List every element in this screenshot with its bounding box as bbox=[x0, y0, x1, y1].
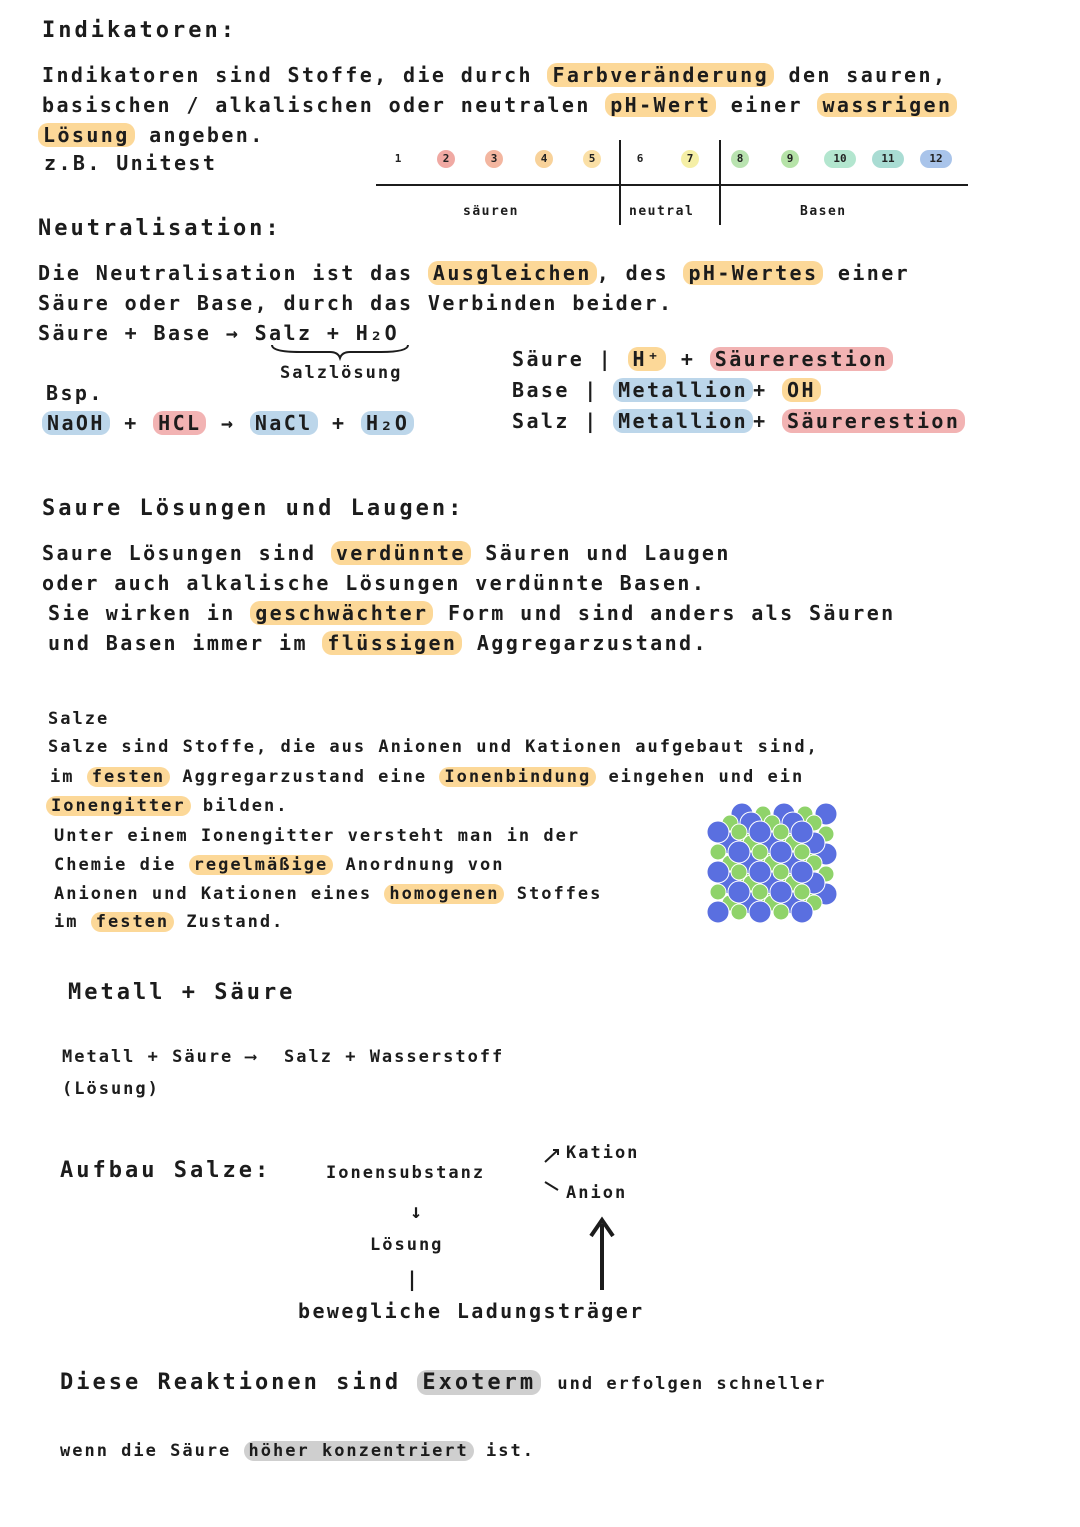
ph-value-9: 9 bbox=[781, 150, 799, 168]
cation-sphere bbox=[755, 806, 771, 822]
highlight-hcl: HCL bbox=[153, 411, 206, 435]
anion-sphere bbox=[719, 872, 741, 894]
text: Base | bbox=[512, 378, 599, 402]
cation-sphere bbox=[710, 844, 726, 860]
def-acid bbox=[512, 346, 893, 372]
cation-sphere bbox=[773, 904, 789, 920]
anion-sphere bbox=[731, 883, 753, 905]
cation-sphere bbox=[731, 904, 747, 920]
def-base bbox=[512, 377, 821, 403]
anion-sphere bbox=[731, 843, 753, 865]
anion-sphere bbox=[815, 883, 837, 905]
text: den sauren, bbox=[788, 63, 948, 87]
cation-sphere bbox=[710, 884, 726, 900]
cation-sphere bbox=[752, 844, 768, 860]
text: Salz | bbox=[512, 409, 599, 433]
text: Salz + Wasserstoff bbox=[284, 1047, 505, 1067]
anion-sphere bbox=[770, 881, 792, 903]
text: Saure Lösungen sind bbox=[42, 541, 317, 565]
anion-sphere bbox=[740, 892, 762, 914]
neutralisation-line-1 bbox=[38, 260, 910, 286]
text: ist. bbox=[486, 1441, 535, 1461]
ionensubstanz: Ionensubstanz bbox=[326, 1163, 486, 1183]
anion-sphere bbox=[740, 812, 762, 834]
highlight-verduennte: verdünnte bbox=[331, 541, 471, 565]
salze-line-5 bbox=[54, 852, 505, 878]
anion-sphere bbox=[791, 901, 813, 923]
anion-sphere bbox=[761, 872, 783, 894]
cation-sphere bbox=[722, 895, 738, 911]
kation: Kation bbox=[566, 1143, 640, 1163]
text: wenn die Säure bbox=[60, 1441, 232, 1461]
anion-sphere bbox=[749, 821, 771, 843]
loesung: Lösung bbox=[370, 1235, 444, 1255]
highlight-homogenen: homogenen bbox=[384, 884, 504, 904]
cation-sphere bbox=[764, 815, 780, 831]
highlight-ph-wert: pH-Wert bbox=[605, 93, 716, 117]
ph-value-7: 7 bbox=[681, 150, 699, 168]
ph-value-3: 3 bbox=[485, 150, 503, 168]
ph-value-10: 10 bbox=[824, 150, 856, 168]
plus: + bbox=[753, 409, 768, 433]
cation-sphere bbox=[806, 855, 822, 871]
cation-sphere bbox=[773, 824, 789, 840]
text: einer bbox=[730, 93, 803, 117]
cation-sphere bbox=[785, 835, 801, 851]
highlight-fluessigen: flüssigen bbox=[322, 631, 462, 655]
heading-indikatoren: Indikatoren: bbox=[42, 18, 237, 43]
highlight-hoeher-konzentriert: höher konzentriert bbox=[244, 1441, 474, 1461]
text: Säure | bbox=[512, 347, 614, 371]
highlight-saeurerestion: Säurerestion bbox=[710, 347, 893, 371]
cation-sphere bbox=[818, 826, 834, 842]
anion-sphere bbox=[707, 821, 729, 843]
highlight-ionengitter: Ionengitter bbox=[46, 796, 191, 816]
cation-sphere bbox=[797, 806, 813, 822]
anion-sphere bbox=[761, 832, 783, 854]
indikatoren-line-2 bbox=[42, 92, 957, 118]
down-arrow: ↓ bbox=[410, 1199, 425, 1223]
saure-line-1 bbox=[42, 540, 731, 566]
heading-saure-loesungen: Saure Lösungen und Laugen: bbox=[42, 496, 465, 521]
example-label: Bsp. bbox=[46, 381, 104, 405]
salze-line-1: Salze sind Stoffe, die aus Anionen und Kationen aufgebaut sind, bbox=[48, 737, 819, 757]
highlight-metallion: Metallion bbox=[613, 378, 753, 402]
anion-sphere bbox=[782, 892, 804, 914]
highlight-exoterm: Exoterm bbox=[417, 1370, 541, 1395]
ph-label-base: Basen bbox=[800, 204, 847, 219]
text: einer bbox=[837, 261, 911, 285]
anion-sphere bbox=[773, 883, 795, 905]
cation-sphere bbox=[776, 866, 792, 882]
text: eingehen und ein bbox=[608, 767, 805, 787]
anion-sphere bbox=[773, 843, 795, 865]
text: Sie wirken in bbox=[48, 601, 236, 625]
aufbau-label: Aufbau Salze: bbox=[60, 1158, 272, 1183]
highlight-wassrigen: wassrigen bbox=[817, 93, 957, 117]
conclusion-line-1 bbox=[60, 1370, 827, 1397]
cation-sphere bbox=[818, 866, 834, 882]
cation-sphere bbox=[773, 864, 789, 880]
text: Indikatoren sind Stoffe, die durch bbox=[42, 63, 533, 87]
salze-line-3 bbox=[46, 793, 289, 819]
ph-label-neutral: neutral bbox=[629, 204, 695, 219]
text: Form und sind anders als Säuren bbox=[447, 601, 896, 625]
cation-sphere bbox=[806, 815, 822, 831]
cation-sphere bbox=[797, 886, 813, 902]
highlight-h2o: H₂O bbox=[361, 411, 414, 435]
text: Anionen und Kationen eines bbox=[54, 884, 373, 904]
highlight-metallion: Metallion bbox=[613, 409, 753, 433]
heading-metall-saeure: Metall + Säure bbox=[68, 980, 296, 1005]
cation-sphere bbox=[806, 895, 822, 911]
anion-sphere bbox=[728, 841, 750, 863]
anion-sphere bbox=[782, 852, 804, 874]
plus: + bbox=[124, 411, 139, 435]
arrow: ⟶ bbox=[245, 1047, 258, 1067]
ph-value-4: 4 bbox=[535, 150, 553, 168]
brace-label-salzloesung: Salzlösung bbox=[280, 363, 403, 383]
neutralisation-line-2: Säure oder Base, durch das Verbinden beider. bbox=[38, 291, 674, 315]
heading-salze: Salze bbox=[48, 709, 110, 729]
text: basischen / alkalischen oder neutralen bbox=[42, 93, 591, 117]
highlight-ausgleichen: Ausgleichen bbox=[428, 261, 597, 285]
cation-sphere bbox=[722, 815, 738, 831]
ph-value-11: 11 bbox=[872, 150, 904, 168]
bar: | bbox=[406, 1267, 421, 1291]
anion-sphere bbox=[740, 852, 762, 874]
highlight-h-plus: H⁺ bbox=[628, 347, 667, 371]
cation-sphere bbox=[794, 844, 810, 860]
plus: + bbox=[332, 411, 347, 435]
text: und erfolgen schneller bbox=[557, 1374, 827, 1394]
ph-value-2: 2 bbox=[437, 150, 455, 168]
cation-sphere bbox=[764, 895, 780, 911]
plus: + bbox=[680, 347, 696, 371]
anion-sphere bbox=[773, 803, 795, 825]
indikatoren-line-3 bbox=[38, 122, 265, 148]
highlight-festen: festen bbox=[87, 767, 170, 787]
cation-sphere bbox=[731, 864, 747, 880]
text: , des bbox=[596, 261, 669, 285]
text: bilden. bbox=[202, 796, 289, 816]
cation-sphere bbox=[797, 846, 813, 862]
anion-sphere bbox=[752, 863, 774, 885]
anion-sphere bbox=[815, 803, 837, 825]
anion-sphere bbox=[770, 841, 792, 863]
ladungstraeger: bewegliche Ladungsträger bbox=[298, 1299, 645, 1323]
cation-sphere bbox=[731, 824, 747, 840]
cation-sphere bbox=[776, 826, 792, 842]
highlight-geschwaechter: geschwächter bbox=[250, 601, 433, 625]
anion-sphere bbox=[707, 861, 729, 883]
text: Säuren und Laugen bbox=[485, 541, 731, 565]
saure-line-3 bbox=[48, 600, 896, 626]
plus: + bbox=[753, 378, 768, 402]
salze-line-7 bbox=[54, 909, 284, 935]
anion-sphere bbox=[791, 821, 813, 843]
text: Diese Reaktionen sind bbox=[60, 1370, 402, 1395]
salze-line-4: Unter einem Ionengitter versteht man in der bbox=[54, 826, 581, 846]
heading-neutralisation: Neutralisation: bbox=[38, 216, 282, 241]
cation-sphere bbox=[785, 875, 801, 891]
cation-sphere bbox=[794, 884, 810, 900]
highlight-oh: OH bbox=[782, 378, 821, 402]
text: Chemie die bbox=[54, 855, 177, 875]
text: Anordnung von bbox=[345, 855, 505, 875]
text: und Basen immer im bbox=[48, 631, 308, 655]
indikatoren-line-1 bbox=[42, 62, 947, 88]
anion-sphere bbox=[731, 803, 753, 825]
reaction-metall-saeure bbox=[62, 1044, 504, 1070]
neutralisation-equation: Säure + Base → Salz + H₂O bbox=[38, 321, 400, 345]
highlight-festen: festen bbox=[91, 912, 174, 932]
cation-sphere bbox=[755, 886, 771, 902]
cation-sphere bbox=[743, 875, 759, 891]
anion-sphere bbox=[749, 861, 771, 883]
ph-value-5: 5 bbox=[583, 150, 601, 168]
anion-sphere bbox=[791, 861, 813, 883]
anion-sphere bbox=[719, 832, 741, 854]
highlight-loesung: Lösung bbox=[38, 123, 135, 147]
anion-sphere bbox=[803, 832, 825, 854]
highlight-farbveraenderung: Farbveränderung bbox=[547, 63, 774, 87]
ph-value-12: 12 bbox=[920, 150, 952, 168]
highlight-ph-wertes: pH-Wertes bbox=[683, 261, 823, 285]
highlight-saeurerestion: Säurerestion bbox=[782, 409, 965, 433]
text: Stoffes bbox=[516, 884, 603, 904]
highlight-naoh: NaOH bbox=[42, 411, 110, 435]
text: im bbox=[50, 767, 75, 787]
indikatoren-example: z.B. Unitest bbox=[44, 151, 218, 175]
anion-sphere bbox=[707, 901, 729, 923]
anion-sphere bbox=[803, 872, 825, 894]
cation-sphere bbox=[752, 884, 768, 900]
text: Aggregarzustand. bbox=[476, 631, 708, 655]
highlight-nacl: NaCl bbox=[250, 411, 318, 435]
saure-line-2: oder auch alkalische Lösungen verdünnte Basen. bbox=[42, 571, 707, 595]
text: im bbox=[54, 912, 79, 932]
anion-sphere bbox=[794, 863, 816, 885]
arrow-anion bbox=[545, 1182, 558, 1190]
cation-sphere bbox=[755, 846, 771, 862]
def-salt bbox=[512, 408, 965, 434]
reaction-note: (Lösung) bbox=[62, 1079, 160, 1099]
ph-value-8: 8 bbox=[731, 150, 749, 168]
anion-sphere bbox=[749, 901, 771, 923]
cation-sphere bbox=[743, 835, 759, 851]
salze-line-6 bbox=[54, 881, 602, 907]
anion-sphere bbox=[782, 812, 804, 834]
highlight-regelmaessige: regelmäßige bbox=[189, 855, 334, 875]
anion-sphere bbox=[794, 823, 816, 845]
highlight-ionenbindung: Ionenbindung bbox=[439, 767, 596, 787]
anion: Anion bbox=[566, 1183, 628, 1203]
ph-value-1: 1 bbox=[389, 150, 407, 168]
ph-label-acid: säuren bbox=[463, 204, 519, 219]
conclusion-line-2 bbox=[60, 1438, 535, 1464]
anion-sphere bbox=[752, 823, 774, 845]
text: Zustand. bbox=[186, 912, 285, 932]
cation-sphere bbox=[764, 855, 780, 871]
anion-sphere bbox=[815, 843, 837, 865]
saure-line-4 bbox=[48, 630, 708, 656]
text: angeben. bbox=[149, 123, 265, 147]
arrow: → bbox=[220, 411, 236, 435]
ph-value-6: 6 bbox=[631, 150, 649, 168]
text: Die Neutralisation ist das bbox=[38, 261, 414, 285]
example-equation bbox=[42, 410, 414, 436]
cation-sphere bbox=[734, 826, 750, 842]
text: Aggregarzustand eine bbox=[182, 767, 428, 787]
text: Metall + Säure bbox=[62, 1047, 234, 1067]
arrow-kation bbox=[545, 1150, 558, 1162]
cation-sphere bbox=[722, 855, 738, 871]
cation-sphere bbox=[734, 866, 750, 882]
salze-line-2 bbox=[50, 764, 804, 790]
anion-sphere bbox=[728, 881, 750, 903]
